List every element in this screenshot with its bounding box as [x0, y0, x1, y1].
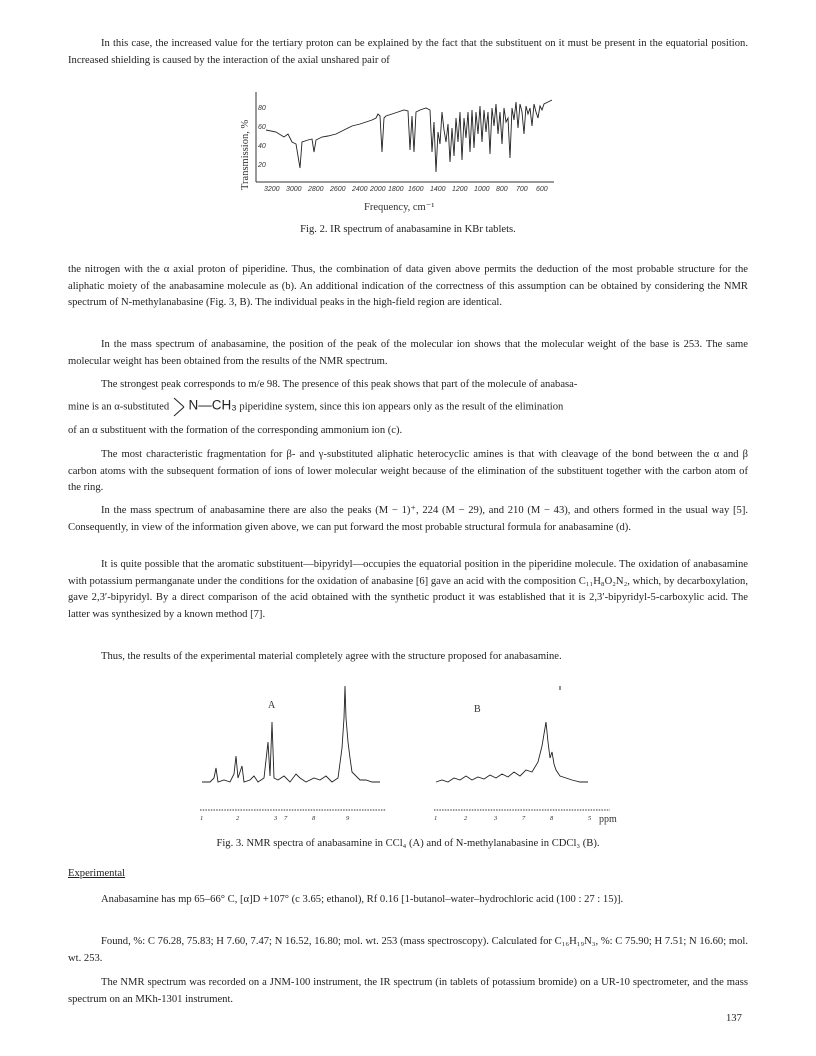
experimental-heading: Experimental [68, 868, 126, 879]
nmr-ppm-unit: ppm [599, 814, 617, 825]
nmr-tick: 2 [236, 815, 240, 822]
nmr-tick: 3 [274, 815, 278, 822]
nmr-ticks-b [434, 815, 592, 822]
nmr-tick: 2 [464, 815, 468, 822]
ir-x-tick: 3000 [286, 186, 302, 193]
ir-x-tick: 800 [496, 186, 508, 193]
nmr-tick: 5 [588, 815, 592, 822]
ir-spectrum-trace [266, 100, 552, 172]
ir-x-tick: 1000 [474, 186, 490, 193]
nmr-tick: 3 [494, 815, 498, 822]
ir-x-tick: 2800 [308, 186, 324, 193]
nmr-trace-a [202, 686, 380, 782]
paragraph-ammonium: of an α substituent with the formation of the corresponding ammonium ion (c). [68, 425, 403, 436]
ir-y-tick-60: 60 [258, 124, 266, 131]
nmr-trace-b [436, 722, 588, 782]
ir-y-axis-title: Transmission, % [240, 119, 251, 190]
ir-x-tick: 1800 [388, 186, 404, 193]
ir-y-tick-40: 40 [258, 143, 266, 150]
ir-x-tick: 1400 [430, 186, 446, 193]
nmr-tick: 7 [522, 815, 526, 822]
nmr-tick: 8 [550, 815, 554, 822]
ir-x-tick: 1600 [408, 186, 424, 193]
ir-x-ticks [264, 186, 548, 193]
page-number: 137 [726, 1013, 742, 1024]
ir-y-ticks [257, 105, 266, 169]
nmr-spectra-plot [196, 682, 636, 832]
paragraph-bipyridyl: It is quite possible that the aromatic substituent—bipyridyl—occupies the equatorial position in the piperidine molecule. The oxidation of anabasamine with potassium permanganate under the conditions for the oxidation of anabasine [6] gave an acid with the composition C₁₁H₈O₂N₂, which, by decarboxylation, gave 2,3′-bipyridyl. By a direct comparison of the acid obtained with the synthetic product it was established that it is 2,3′-bipyridyl-5-carboxylic acid. The latter was synthesized by a known method [7]. [68, 559, 748, 620]
paragraph-conclusion: Thus, the results of the experimental material completely agree with the structure proposed for anabasamine. [101, 651, 562, 662]
nmr-label-b: B [474, 704, 481, 715]
paragraph-peaks: In the mass spectrum of anabasamine there are also the peaks (M − 1)⁺, 224 (M − 29), and 210 (M − 43), and others formed in the usual way [5]. Consequently, in view of the information given above, we can put forward the most probable structural formula for anabasamine (d). [68, 505, 748, 533]
ir-x-tick: 2400 [352, 186, 368, 193]
n-ch3-pre-text: mine is an α-substituted [68, 401, 170, 413]
paragraph-fragmentation: The most characteristic fragmentation for β- and γ-substituted aliphatic heterocyclic amines is that with cleavage of the bond between the α and β carbon atoms with the subsequent formation of ions of lower molecular weight because of the elimination of the substituent together with the carbon atom of the ring. [68, 449, 748, 493]
nmr-tick: 7 [284, 815, 288, 822]
ir-x-tick: 3200 [264, 186, 280, 193]
ir-x-tick: 700 [516, 186, 528, 193]
paragraph-mass-spectrum: In the mass spectrum of anabasamine, the position of the peak of the molecular ion shows that the molecular weight of the base is 253. The same molecular weight has been obtained from the results of the NMR spectrum. [68, 339, 748, 367]
paragraph-instruments: The NMR spectrum was recorded on a JNM-100 instrument, the IR spectrum (in tablets of potassium bromide) on a UR-10 spectrometer, and the mass spectrum on an MKh-1301 instrument. [68, 977, 748, 1005]
ir-y-tick-80: 80 [258, 105, 266, 112]
paragraph-strongest-peak: The strongest peak corresponds to m/e 98. The presence of this peak shows that part of the molecule of anabasa- [101, 379, 578, 390]
ir-x-axis-title: Frequency, cm⁻¹ [364, 202, 435, 213]
ir-x-tick: 2000 [370, 186, 386, 193]
nmr-tick: 1 [434, 815, 438, 822]
fig3-caption: Fig. 3. NMR spectra of anabasamine in CCl₄ (A) and of N-methylanabasine in CDCl₃ (B). [216, 838, 600, 849]
nmr-ticks-a [200, 815, 350, 822]
nmr-label-a: A [268, 700, 276, 711]
fig2-caption: Fig. 2. IR spectrum of anabasamine in KBr tablets. [300, 224, 516, 235]
nmr-tick: 1 [200, 815, 204, 822]
nmr-tick: 8 [312, 815, 316, 822]
ir-x-tick: 1200 [452, 186, 468, 193]
n-ch3-line [68, 396, 563, 418]
n-ch3-group: N—CH₃ [188, 397, 237, 413]
paragraph-properties: Anabasamine has mp 65–66° C, [α]D +107° (c 3.65; ethanol), Rf 0.16 [1-butanol–water–hydrochloric acid (100 : 27 : 15)]. [101, 894, 624, 905]
paragraph-nitrogen: the nitrogen with the α axial proton of piperidine. Thus, the combination of data given above permits the deduction of the most probable structure for the aliphatic moiety of the anabasamine molecule as (b). An additional indication of the correctness of this assumption can be obtained by considering the NMR spectrum of N-methylanabasine (Fig. 3, B). The individual peaks in the high-field region are identical. [68, 264, 748, 308]
paragraph-intro: In this case, the increased value for the tertiary proton can be explained by the fact that the substituent on it must be present in the equatorial position. Increased shielding is caused by the interaction of the axial unshared pair of [68, 38, 748, 66]
nmr-spectra-figure [196, 682, 636, 832]
ir-y-tick-20: 20 [258, 162, 266, 169]
paragraph-analysis: Found, %: C 76.28, 75.83; H 7.60, 7.47; N 16.52, 16.80; mol. wt. 253 (mass spectroscopy). Calculated for C₁₆H₁₉N₃, %: C 75.90; H 7.51; N 16.60; mol. wt. 253. [68, 936, 748, 964]
ir-spectrum-plot [236, 82, 566, 222]
ir-x-tick: 600 [536, 186, 548, 193]
ir-spectrum-figure [236, 82, 566, 222]
ir-x-tick: 2600 [330, 186, 346, 193]
n-ch3-post-text: piperidine system, since this ion appears only as the result of the elimination [239, 401, 564, 413]
nmr-tick: 9 [346, 815, 350, 822]
n-ch3-bond-icon [172, 396, 186, 418]
